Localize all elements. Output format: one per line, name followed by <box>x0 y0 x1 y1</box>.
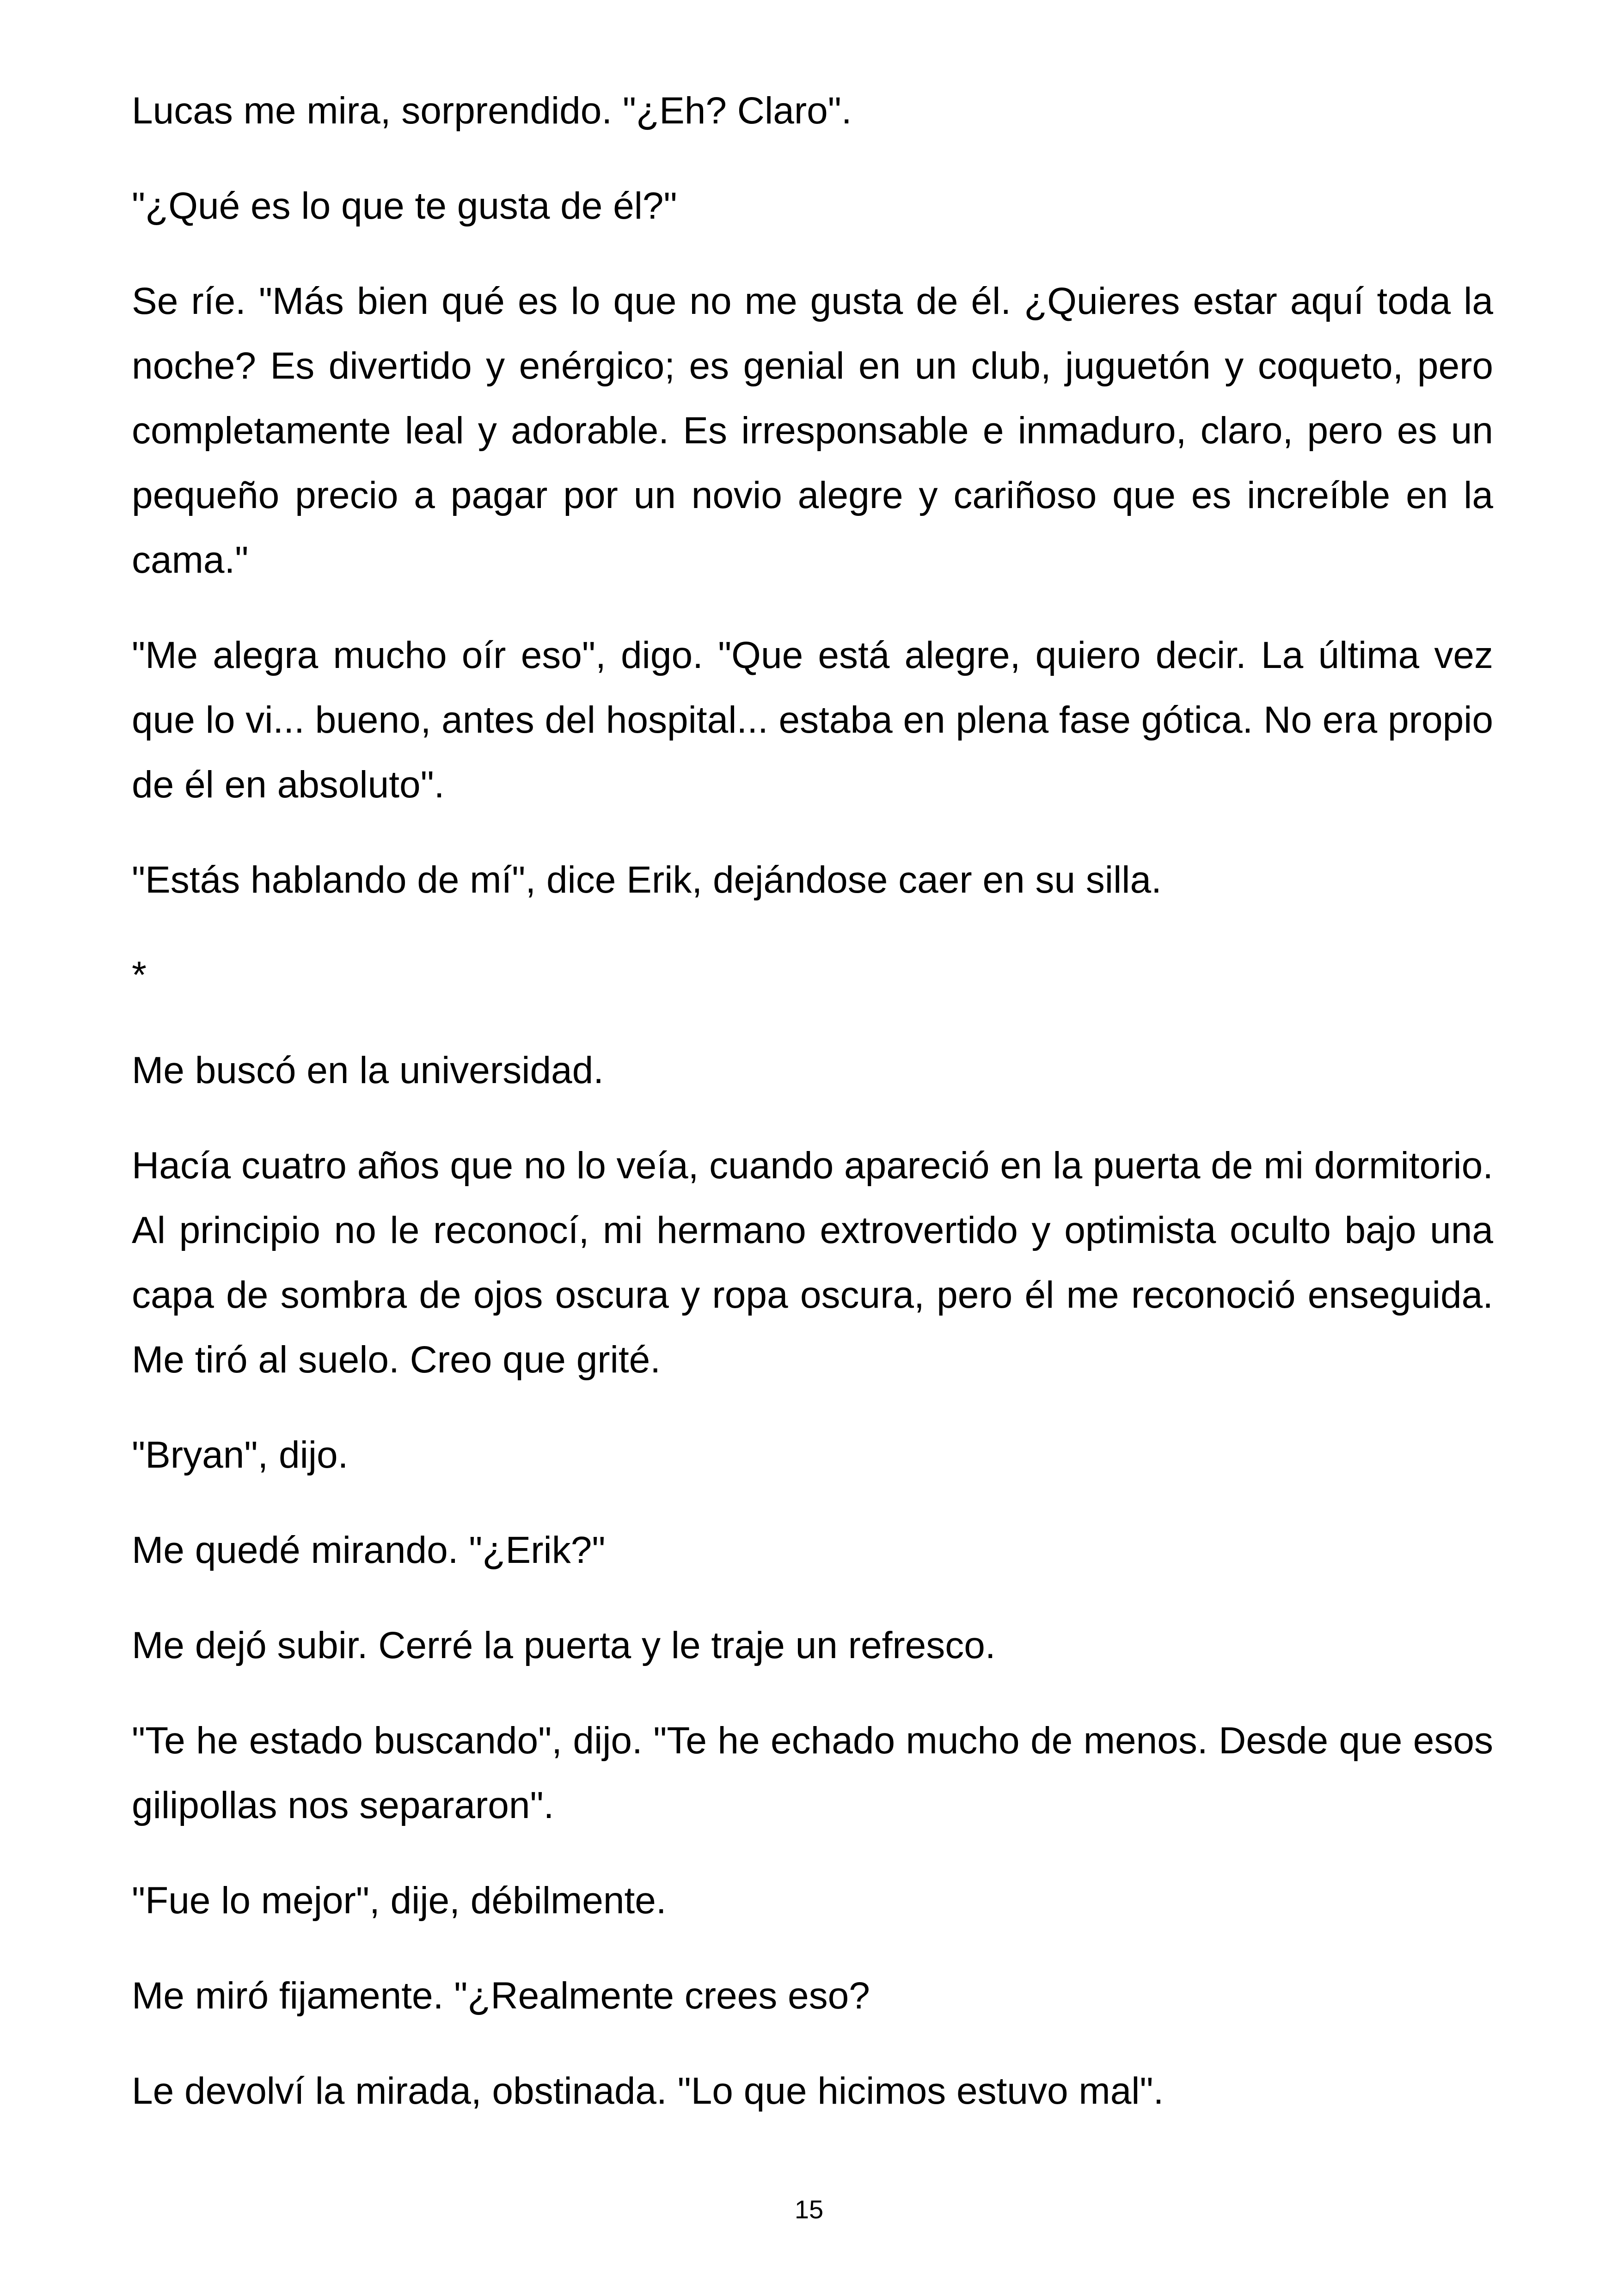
paragraph: "¿Qué es lo que te gusta de él?" <box>132 185 677 227</box>
paragraph: Me miró fijamente. "¿Realmente crees eso? <box>132 1975 870 2017</box>
page-number: 15 <box>794 2195 824 2224</box>
paragraph: Me quedé mirando. "¿Erik?" <box>132 1529 606 1571</box>
paragraph: "Te he estado buscando", dijo. "Te he echado mucho de menos. Desde que esos gilipollas nos separaron". <box>132 1720 1493 1826</box>
paragraph: "Me alegra mucho oír eso", digo. "Que está alegre, quiero decir. La última vez que lo vi... bueno, antes del hospital... estaba en plena fase gótica. No era propio de él en absoluto". <box>132 634 1493 806</box>
paragraph: Me dejó subir. Cerré la puerta y le traje un refresco. <box>132 1624 996 1666</box>
paragraph: Me buscó en la universidad. <box>132 1049 604 1091</box>
paragraph: Lucas me mira, sorprendido. "¿Eh? Claro". <box>132 90 852 132</box>
paragraph: Se ríe. "Más bien qué es lo que no me gusta de él. ¿Quieres estar aquí toda la noche? Es divertido y enérgico; es genial en un club, juguetón y coqueto, pero completamente leal y adorable. Es irresponsable e inmaduro, claro, pero es un pequeño precio a pagar por un novio alegre y cariñoso que es increíble en la cama." <box>132 280 1493 581</box>
paragraph: "Bryan", dijo. <box>132 1434 349 1476</box>
paragraph: "Estás hablando de mí", dice Erik, dejándose caer en su silla. <box>132 859 1162 901</box>
paragraph: "Fue lo mejor", dije, débilmente. <box>132 1880 667 1922</box>
paragraph: Hacía cuatro años que no lo veía, cuando apareció en la puerta de mi dormitorio. Al principio no le reconocí, mi hermano extrovertido y optimista oculto bajo una capa de sombra de ojos oscura y ropa oscura, pero él me reconoció enseguida. Me tiró al suelo. Creo que grité. <box>132 1145 1493 1381</box>
body-text <box>132 79 1493 2154</box>
paragraph: Le devolví la mirada, obstinada. "Lo que hicimos estuvo mal". <box>132 2070 1164 2112</box>
scene-break: * <box>132 954 147 996</box>
